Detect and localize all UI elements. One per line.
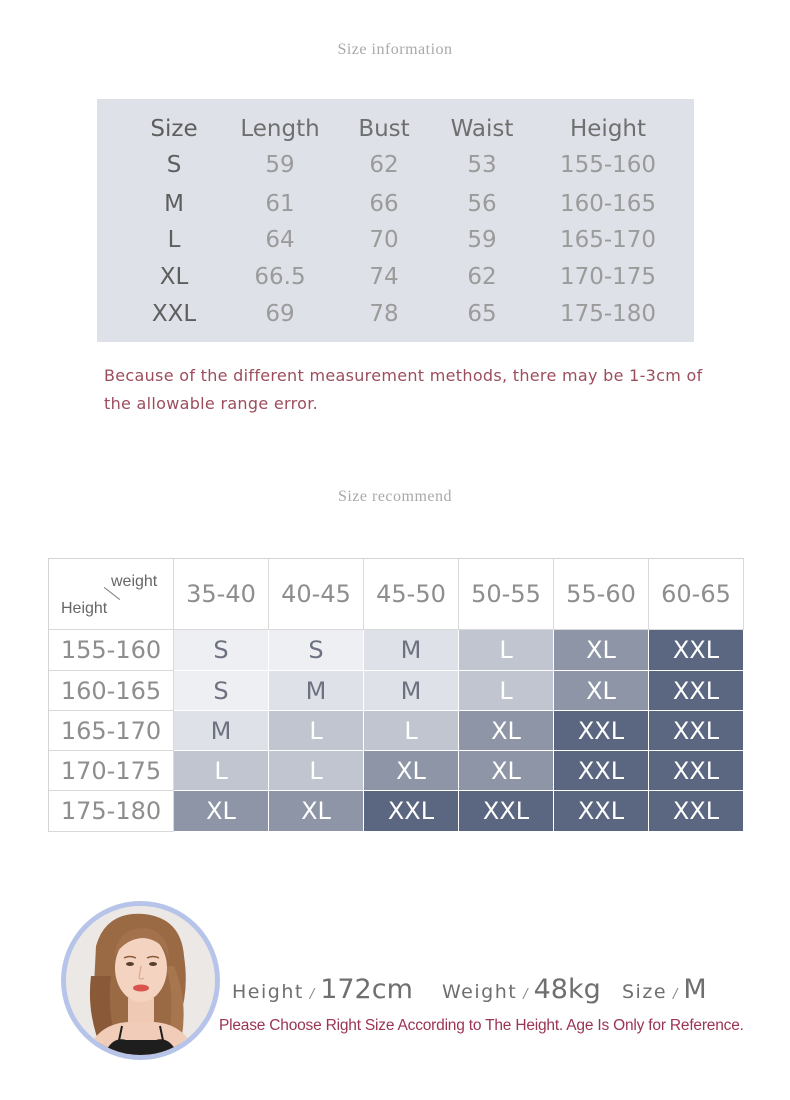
recommended-size-cell: S	[269, 630, 364, 671]
corner-height-label: Height	[61, 600, 108, 617]
recommended-size-cell: S	[174, 630, 269, 671]
recommended-size-cell: XL	[554, 671, 649, 711]
weight-range-header: 40-45	[269, 559, 364, 630]
size-information-title: Size information	[337, 41, 453, 58]
height-range-header: 175-180	[49, 791, 174, 832]
size-info-cell: 59	[467, 227, 497, 253]
size-info-cell: 62	[369, 152, 399, 178]
recommended-size-cell: L	[459, 671, 554, 711]
size-info-header-cell: Height	[569, 116, 647, 142]
model-size-value: M	[683, 974, 707, 1005]
model-height-label: Height	[232, 981, 304, 1003]
size-info-header-cell: Waist	[450, 116, 514, 142]
recommended-size-cell: XXL	[459, 791, 554, 832]
recommended-size-cell: XXL	[649, 751, 744, 791]
size-info-cell: 53	[467, 152, 497, 178]
recommended-size-cell: XL	[364, 751, 459, 791]
size-info-row	[97, 187, 694, 221]
recommended-size-cell: S	[174, 671, 269, 711]
height-range-header: 170-175	[49, 751, 174, 791]
recommended-size-cell: L	[269, 751, 364, 791]
recommended-size-cell: L	[459, 630, 554, 671]
size-info-cell: 170-175	[559, 264, 657, 290]
weight-range-header: 60-65	[649, 559, 744, 630]
recommended-size-cell: M	[269, 671, 364, 711]
model-size-stat	[622, 974, 707, 1005]
size-info-header-row	[97, 112, 694, 146]
recommended-size-cell: XXL	[649, 671, 744, 711]
size-information-table	[97, 99, 694, 342]
model-height-separator: /	[309, 987, 315, 1002]
size-info-cell: 175-180	[559, 301, 657, 327]
recommended-size-cell: XXL	[554, 711, 649, 751]
model-size-separator: /	[673, 987, 678, 1002]
recommended-size-cell: XXL	[554, 791, 649, 832]
recommended-size-cell: XXL	[649, 791, 744, 832]
model-size-label: Size	[622, 981, 668, 1003]
size-info-cell: 65	[467, 301, 497, 327]
model-height-value: 172cm	[320, 974, 413, 1005]
size-info-cell: 165-170	[559, 227, 657, 253]
height-range-header: 155-160	[49, 630, 174, 671]
recommended-size-cell: XL	[459, 751, 554, 791]
recommended-size-cell: XXL	[649, 711, 744, 751]
recommended-size-cell: XL	[459, 711, 554, 751]
recommended-size-cell: L	[364, 711, 459, 751]
recommended-size-cell: L	[269, 711, 364, 751]
size-info-cell: 70	[369, 227, 399, 253]
size-info-cell: M	[164, 191, 184, 217]
model-avatar-ring	[61, 901, 220, 1060]
table-corner-header	[49, 559, 174, 630]
model-height-stat	[232, 974, 413, 1005]
size-info-cell: 64	[265, 227, 295, 253]
height-range-header: 165-170	[49, 711, 174, 751]
recommended-size-cell: XL	[269, 791, 364, 832]
measurement-note: Because of the different measurement methods, there may be 1-3cm of the allowable range error.	[104, 366, 703, 413]
recommended-size-cell: XXL	[649, 630, 744, 671]
recommended-size-cell: XL	[174, 791, 269, 832]
size-info-cell: 66.5	[254, 264, 306, 290]
height-range-header: 160-165	[49, 671, 174, 711]
size-info-cell: 160-165	[559, 191, 657, 217]
size-info-cell: 61	[265, 191, 295, 217]
size-info-cell: 69	[265, 301, 295, 327]
model-weight-separator: /	[523, 987, 528, 1002]
weight-range-header: 45-50	[364, 559, 459, 630]
size-info-cell: 155-160	[559, 152, 657, 178]
size-info-cell: 66	[369, 191, 399, 217]
size-disclaimer: Please Choose Right Size According to The Height. Age Is Only for Reference.	[219, 1017, 744, 1034]
size-info-header-cell: Size	[150, 116, 198, 142]
weight-range-header: 35-40	[174, 559, 269, 630]
size-info-cell: 74	[369, 264, 399, 290]
recommended-size-cell: L	[174, 751, 269, 791]
recommended-size-cell: XXL	[554, 751, 649, 791]
model-weight-value: 48kg	[533, 974, 601, 1005]
size-info-row	[97, 223, 694, 257]
corner-weight-label: weight	[111, 573, 158, 590]
size-info-cell: L	[167, 227, 181, 253]
size-info-cell: 56	[467, 191, 497, 217]
size-info-header-cell: Length	[240, 116, 320, 142]
recommended-size-cell: M	[174, 711, 269, 751]
size-info-cell: 59	[265, 152, 295, 178]
size-info-cell: XL	[159, 264, 189, 290]
size-info-cell: S	[166, 152, 182, 178]
size-info-cell: 62	[467, 264, 497, 290]
size-info-row	[97, 260, 694, 294]
size-info-row	[97, 148, 694, 182]
model-weight-stat	[442, 974, 601, 1005]
size-info-row	[97, 297, 694, 331]
size-info-header-cell: Bust	[358, 116, 410, 142]
model-portrait-illustration	[66, 906, 215, 1055]
size-recommend-title: Size recommend	[337, 488, 453, 505]
size-recommend-table	[48, 558, 744, 832]
recommended-size-cell: M	[364, 671, 459, 711]
recommended-size-cell: XL	[554, 630, 649, 671]
weight-range-header: 55-60	[554, 559, 649, 630]
recommended-size-cell: M	[364, 630, 459, 671]
model-weight-label: Weight	[442, 981, 518, 1003]
weight-range-header: 50-55	[459, 559, 554, 630]
recommended-size-cell: XXL	[364, 791, 459, 832]
model-photo	[66, 906, 215, 1055]
size-info-cell: XXL	[151, 301, 197, 327]
size-info-cell: 78	[369, 301, 399, 327]
